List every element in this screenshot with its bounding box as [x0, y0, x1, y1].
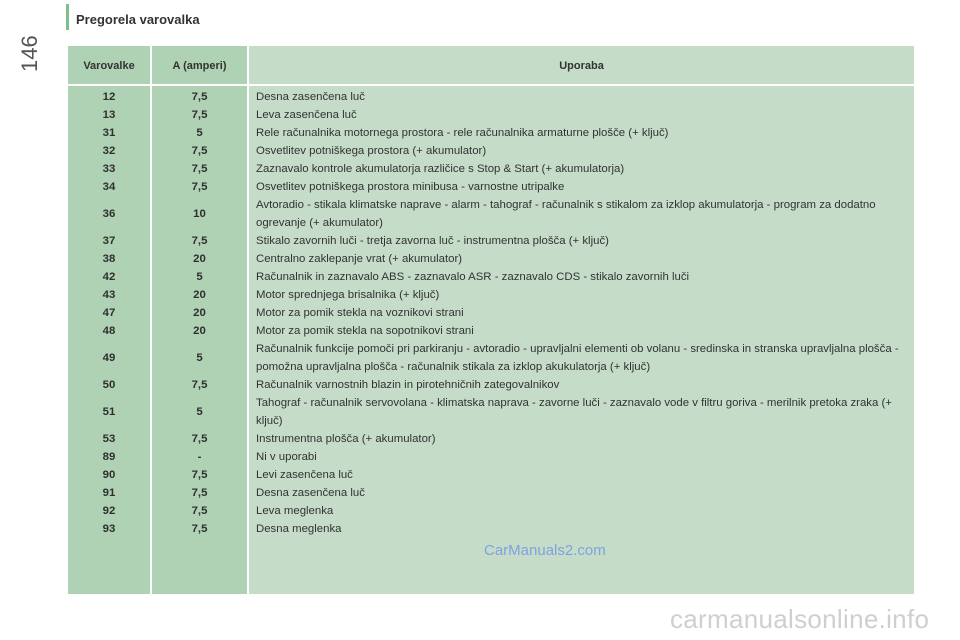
fuse-number: 93	[102, 523, 116, 535]
fuse-amperage: 5	[196, 406, 203, 418]
fuse-number: 36	[102, 208, 116, 220]
table-row	[68, 286, 914, 304]
table-row	[68, 376, 914, 394]
table-row	[68, 250, 914, 268]
fuse-number: 33	[102, 163, 116, 175]
fuse-amperage: 7,5	[191, 181, 208, 193]
fuse-number: 50	[102, 379, 116, 391]
fuse-amperage: 5	[196, 127, 203, 139]
fuse-usage: Osvetlitev potniškega prostora minibusa - varnostne utripalke	[256, 181, 565, 193]
table-row	[68, 196, 914, 232]
fuse-amperage: 20	[193, 307, 206, 319]
fuse-usage: Računalnik in zaznavalo ABS - zaznavalo ASR - zaznavalo CDS - stikalo zavornih luči	[256, 271, 690, 283]
table-row	[68, 106, 914, 124]
fuse-number: 91	[102, 487, 116, 499]
fuse-table	[68, 46, 914, 594]
section-accent-bar	[66, 4, 69, 30]
table-row	[68, 232, 914, 250]
fuse-amperage: 7,5	[191, 91, 208, 103]
fuse-number: 42	[102, 271, 116, 283]
fuse-usage: Rele računalnika motornega prostora - rele računalnika armaturne plošče (+ ključ)	[256, 127, 669, 139]
fuse-usage: Levi zasenčena luč	[256, 469, 353, 481]
fuse-amperage: 20	[193, 289, 206, 301]
fuse-number: 92	[102, 505, 116, 517]
fuse-amperage: 5	[196, 352, 203, 364]
table-row	[68, 466, 914, 484]
fuse-amperage: -	[197, 451, 202, 463]
table-row	[68, 322, 914, 340]
fuse-usage: Osvetlitev potniškega prostora (+ akumulator)	[256, 145, 487, 157]
fuse-number: 32	[102, 145, 116, 157]
fuse-amperage: 7,5	[191, 505, 208, 517]
fuse-usage: Instrumentna plošča (+ akumulator)	[256, 433, 436, 445]
fuse-number: 12	[102, 91, 116, 103]
table-row	[68, 340, 914, 376]
fuse-usage: Desna meglenka	[256, 523, 342, 535]
fuse-amperage: 7,5	[191, 109, 208, 121]
fuse-number: 38	[102, 253, 116, 265]
fuse-amperage: 7,5	[191, 433, 208, 445]
column-header-amps: A (amperi)	[172, 60, 227, 72]
table-row	[68, 484, 914, 502]
table-row	[68, 268, 914, 286]
fuse-usage: Stikalo zavornih luči - tretja zavorna luč - instrumentna plošča (+ ključ)	[256, 235, 609, 247]
fuse-amperage: 7,5	[191, 523, 208, 535]
fuse-number: 37	[102, 235, 116, 247]
table-row	[68, 502, 914, 520]
fuse-amperage: 7,5	[191, 235, 208, 247]
section-title: Pregorela varovalka	[76, 12, 200, 27]
fuse-usage: Računalnik funkcije pomoči pri parkiranju - avtoradio - upravljalni elementi ob volanu - sredinska in stranska upravljalna plošča - pomožna upravljalna plošča - računalnik stikala za izklop akukulatorja (+ ključ)	[256, 343, 899, 373]
fuse-usage: Tahograf - računalnik servovolana - klimatska naprava - zavorne luči - zaznavalo vode v filtru goriva - merilnik pretoka zraka (+ ključ)	[256, 397, 892, 427]
fuse-usage: Zaznavalo kontrole akumulatorja različice s Stop & Start (+ akumulatorja)	[256, 163, 625, 175]
fuse-number: 48	[102, 325, 116, 337]
fuse-amperage: 5	[196, 271, 203, 283]
fuse-usage: Motor sprednjega brisalnika (+ ključ)	[256, 289, 440, 301]
fuse-amperage: 7,5	[191, 379, 208, 391]
fuse-amperage: 7,5	[191, 487, 208, 499]
fuse-number: 34	[102, 181, 116, 193]
fuse-amperage: 20	[193, 253, 206, 265]
fuse-usage: Motor za pomik stekla na voznikovi strani	[256, 307, 464, 319]
fuse-number: 49	[102, 352, 116, 364]
table-row	[68, 178, 914, 196]
fuse-amperage: 10	[193, 208, 206, 220]
fuse-amperage: 7,5	[191, 469, 208, 481]
fuse-usage: Centralno zaklepanje vrat (+ akumulator)	[256, 253, 463, 265]
table-row	[68, 160, 914, 178]
column-header-fuse: Varovalke	[83, 60, 135, 72]
fuse-number: 53	[102, 433, 116, 445]
fuse-number: 13	[102, 109, 116, 121]
fuse-number: 31	[102, 127, 116, 139]
fuse-usage: Ni v uporabi	[256, 451, 317, 463]
fuse-amperage: 7,5	[191, 163, 208, 175]
table-row	[68, 304, 914, 322]
fuse-number: 43	[102, 289, 116, 301]
watermark-carmanualsonline: carmanualsonline.info	[670, 604, 930, 634]
fuse-amperage: 20	[193, 325, 206, 337]
fuse-amperage: 7,5	[191, 145, 208, 157]
watermark-carmanuals2: CarManuals2.com	[484, 542, 606, 559]
table-row	[68, 448, 914, 466]
fuse-usage: Avtoradio - stikala klimatske naprave - alarm - tahograf - računalnik s stikalom za izklop akumulatorja - program za dodatno ogrevanje (+ akumulator)	[256, 199, 876, 229]
fuse-usage: Desna zasenčena luč	[256, 91, 365, 103]
table-row	[68, 394, 914, 430]
fuse-usage: Desna zasenčena luč	[256, 487, 365, 499]
fuse-number: 47	[102, 307, 116, 319]
table-body	[68, 88, 914, 538]
table-row	[68, 142, 914, 160]
column-header-usage: Uporaba	[559, 60, 604, 72]
fuse-usage: Leva meglenka	[256, 505, 334, 517]
fuse-usage: Računalnik varnostnih blazin in pirotehničnih zategovalnikov	[256, 379, 560, 391]
page-number: 146	[17, 35, 42, 72]
table-row	[68, 430, 914, 448]
fuse-number: 51	[102, 406, 116, 418]
table-row	[68, 124, 914, 142]
table-row	[68, 520, 914, 538]
fuse-number: 90	[102, 469, 116, 481]
fuse-usage: Leva zasenčena luč	[256, 109, 357, 121]
fuse-usage: Motor za pomik stekla na sopotnikovi strani	[256, 325, 474, 337]
table-row	[68, 88, 914, 106]
header-divider	[68, 84, 914, 86]
fuse-number: 89	[102, 451, 116, 463]
